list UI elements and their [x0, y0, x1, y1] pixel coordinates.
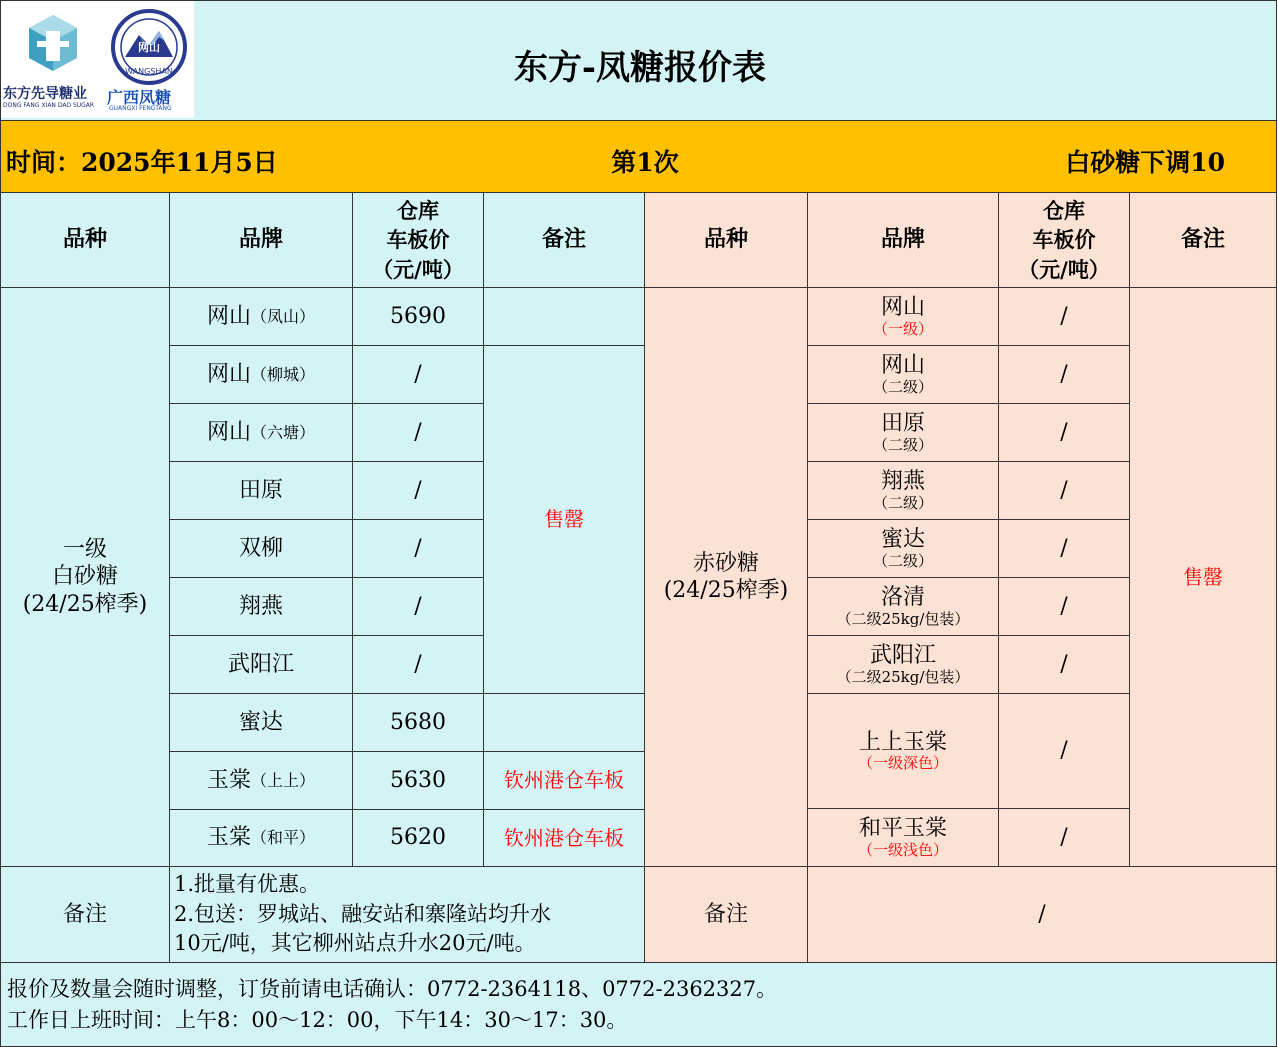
- left-merged-remark: 售罄: [484, 346, 645, 694]
- header-price-line3: （元/吨）: [372, 256, 464, 282]
- header-brand-left: 品牌: [170, 193, 353, 288]
- table-row-brand: [170, 288, 353, 346]
- brand-name: 武阳江: [869, 643, 936, 669]
- table-row-brand: [170, 752, 353, 810]
- table-row-price: /: [999, 520, 1130, 578]
- table-row-brand: [170, 636, 353, 694]
- table-row-brand: [808, 578, 999, 636]
- table-row-brand: [170, 404, 353, 462]
- header-price-line1: 仓库: [1043, 197, 1085, 223]
- brand-name: 蜜达: [238, 709, 283, 735]
- remarks-right-value: /: [808, 867, 1277, 963]
- brand-name: 洛清: [880, 585, 925, 611]
- table-row-brand: [170, 810, 353, 867]
- table-row-brand: [808, 520, 999, 578]
- table-row-price: /: [999, 346, 1130, 404]
- remarks-right-label: 备注: [645, 867, 808, 963]
- header-price-line2: 车板价: [1032, 227, 1096, 253]
- brand-name: 上上玉棠: [858, 729, 947, 755]
- brand-name: 和平玉棠: [858, 816, 947, 842]
- table-row-brand: [808, 694, 999, 809]
- brand-name: 武阳江: [227, 651, 294, 677]
- table-row-brand: [808, 809, 999, 867]
- header-variety-left: 品种: [0, 193, 170, 288]
- remarks-left-content: [170, 867, 645, 963]
- table-row-price: /: [999, 462, 1130, 520]
- header-brand-right: 品牌: [808, 193, 999, 288]
- table-row-price: /: [999, 288, 1130, 346]
- brand-grade: （二级）: [872, 493, 933, 512]
- remarks-left-line3: 10元/吨，其它柳州站点升水20元/吨。: [174, 931, 536, 956]
- header-price-left: [353, 193, 484, 288]
- right-variety-line1: 赤砂糖: [692, 550, 759, 576]
- table-row-price: 5690: [353, 288, 484, 346]
- table-row-remark: [484, 288, 645, 346]
- remarks-left-label: 备注: [0, 867, 170, 963]
- brand-name: 翔燕: [880, 469, 925, 495]
- brand-name: 网山: [880, 295, 925, 321]
- table-row-price: 5620: [353, 810, 484, 867]
- brand-grade: （二级25kg/包装）: [836, 609, 970, 628]
- table-row-brand: [170, 462, 353, 520]
- brand-name: 玉棠: [206, 825, 251, 851]
- table-row-price: /: [999, 636, 1130, 694]
- wangshan-cn: 网山: [138, 41, 160, 54]
- info-round: 第1次: [611, 148, 679, 177]
- table-row-brand: [170, 520, 353, 578]
- table-row-price: /: [999, 809, 1130, 867]
- left-variety-line3: (24/25榨季): [22, 591, 148, 617]
- table-row-brand: [170, 578, 353, 636]
- table-row-price: /: [353, 346, 484, 404]
- footer-line2: 工作日上班时间：上午8：00～12：00，下午14：30～17：30。: [7, 1007, 628, 1032]
- table-row-brand: [170, 346, 353, 404]
- brand-grade: （二级25kg/包装）: [836, 667, 970, 686]
- fengtang-text: 广西凤糖: [107, 88, 172, 107]
- brand-name: 网山: [206, 361, 251, 387]
- wangshan-en: WANGSHAN: [125, 67, 173, 76]
- brand-origin: （柳城）: [251, 364, 316, 384]
- footer-line1: 报价及数量会随时调整，订货前请电话确认：0772-2364118、0772-2362327。: [7, 977, 778, 1002]
- dongfang-text: 东方先导糖业: [3, 86, 87, 102]
- page-title: 东方-凤糖报价表: [513, 48, 767, 88]
- footer: [0, 963, 1277, 1047]
- brand-name: 玉棠: [206, 767, 251, 793]
- brand-grade: （二级）: [872, 435, 933, 454]
- dongfang-sub: DONG FANG XIAN DAO SUGAR: [3, 102, 95, 109]
- remarks-left-line2: 2.包送：罗城站、融安站和寨隆站均升水: [174, 901, 552, 926]
- brand-name: 蜜达: [880, 527, 925, 553]
- table-row-brand: [808, 404, 999, 462]
- header-price-right: [999, 193, 1130, 288]
- brand-name: 网山: [880, 353, 925, 379]
- info-date: 时间：2025年11月5日: [6, 148, 278, 177]
- table-row-remark: [484, 694, 645, 752]
- table-row-brand: [808, 288, 999, 346]
- brand-grade: （一级浅色）: [857, 840, 948, 859]
- fengtang-sub: GUANGXI FENGTANG: [109, 105, 172, 112]
- logo-block: [1, 1, 194, 118]
- info-note: 白砂糖下调10: [1065, 148, 1225, 177]
- remarks-left-line1: 1.批量有优惠。: [174, 872, 321, 897]
- table-row-price: /: [353, 462, 484, 520]
- right-merged-remark: 售罄: [1130, 288, 1277, 867]
- table-row-price: /: [353, 520, 484, 578]
- brand-name: 田原: [880, 411, 925, 437]
- table-row-price: 5680: [353, 694, 484, 752]
- table-row-remark: 钦州港仓车板: [484, 752, 645, 810]
- table-row-brand: [808, 346, 999, 404]
- brand-origin: （和平）: [251, 828, 316, 847]
- header-price-line1: 仓库: [397, 197, 439, 223]
- table-row-brand: [808, 462, 999, 520]
- table-row-remark: 钦州港仓车板: [484, 810, 645, 867]
- brand-name: 田原: [238, 477, 283, 503]
- brand-grade: （一级）: [872, 319, 933, 338]
- right-variety: [645, 288, 808, 867]
- brand-name: 翔燕: [238, 593, 283, 619]
- table-row-price: /: [999, 578, 1130, 636]
- table-row-price: /: [353, 636, 484, 694]
- header-remark-left: 备注: [484, 193, 645, 288]
- brand-origin: （凤山）: [251, 306, 316, 326]
- brand-grade: （二级）: [872, 377, 933, 396]
- brand-name: 双柳: [238, 535, 283, 561]
- table-row-price: 5630: [353, 752, 484, 810]
- brand-grade: （二级）: [872, 551, 933, 570]
- table-row-price: /: [353, 404, 484, 462]
- table-row-brand: [170, 694, 353, 752]
- brand-name: 网山: [206, 419, 251, 445]
- left-variety: [0, 288, 170, 867]
- header-price-line3: （元/吨）: [1018, 256, 1110, 282]
- right-variety-line2: (24/25榨季): [663, 578, 789, 603]
- brand-origin: （上上）: [251, 770, 316, 790]
- table-row-price: /: [999, 404, 1130, 462]
- header-remark-right: 备注: [1130, 193, 1277, 288]
- left-variety-line2: 白砂糖: [51, 564, 118, 590]
- header-price-line2: 车板价: [386, 227, 450, 253]
- table-row-price: /: [999, 694, 1130, 809]
- left-variety-line1: 一级: [62, 536, 107, 562]
- table-row-price: /: [353, 578, 484, 636]
- brand-grade: （一级深色）: [857, 754, 948, 773]
- brand-origin: （六塘）: [251, 422, 316, 442]
- header-variety-right: 品种: [645, 193, 808, 288]
- brand-name: 网山: [206, 303, 251, 329]
- table-row-brand: [808, 636, 999, 694]
